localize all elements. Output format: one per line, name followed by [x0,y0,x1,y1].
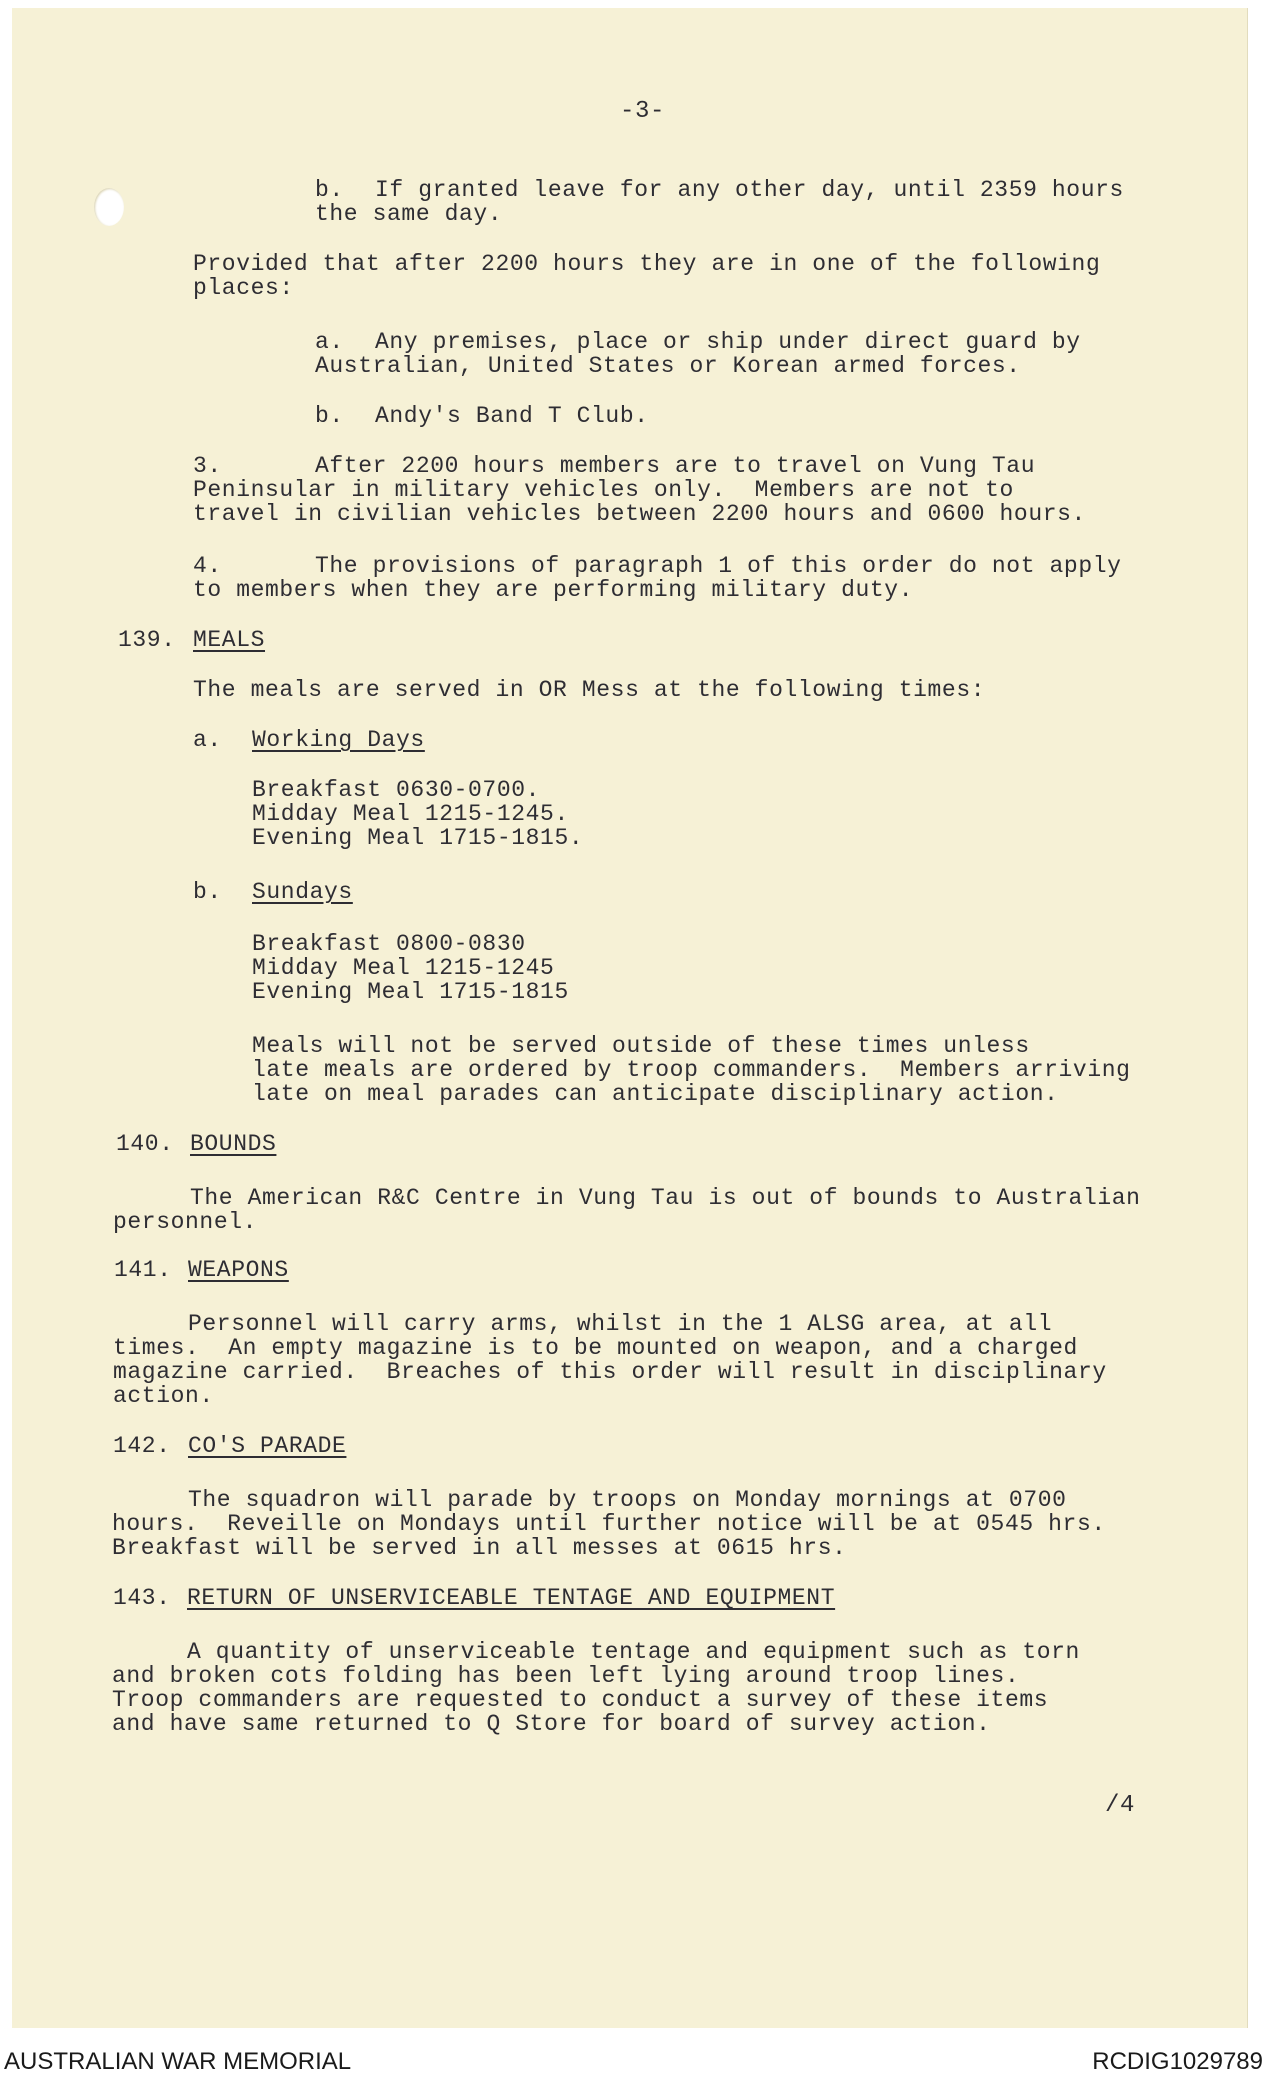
section-139-heading: MEALS [193,627,266,653]
item-b-label: b. [315,177,344,203]
place-b-text: Andy's Band T Club. [375,403,649,429]
section-142-heading: CO'S PARADE [188,1433,347,1459]
place-a-label: a. [315,329,344,355]
meals-intro: The meals are served in OR Mess at the following times: [193,677,986,703]
tentage-line4: and have same returned to Q Store for board of survey action. [112,1711,991,1737]
para4-line1: The provisions of paragraph 1 of this order do not apply [315,553,1122,579]
section-142-number: 142. [113,1433,171,1459]
meals-note-line1: Meals will not be served outside of these times unless [252,1033,1030,1059]
tentage-line1: A quantity of unserviceable tentage and equipment such as torn [187,1639,1080,1665]
section-143-heading: RETURN OF UNSERVICEABLE TENTAGE AND EQUIPMENT [187,1585,836,1611]
tentage-line3: Troop commanders are requested to conduct a survey of these items [112,1687,1049,1713]
section-140-number: 140. [116,1131,174,1157]
bounds-line2: personnel. [113,1209,258,1235]
para4-number: 4. [193,553,222,579]
meals-a-line3: Evening Meal 1715-1815. [252,825,584,851]
section-141-number: 141. [114,1257,172,1283]
item-b-line1: If granted leave for any other day, until 2359 hours [375,177,1124,203]
parade-line1: The squadron will parade by troops on Monday mornings at 0700 [188,1487,1067,1513]
provided-line1: Provided that after 2200 hours they are in one of the following [193,251,1101,277]
meals-note-line2: late meals are ordered by troop commanders. Members arriving [252,1057,1131,1083]
meals-b-line2: Midday Meal 1215-1245 [252,955,555,981]
para3-number: 3. [193,453,222,479]
section-143-number: 143. [113,1585,171,1611]
meals-note-line3: late on meal parades can anticipate disciplinary action. [252,1081,1059,1107]
para3-line1: After 2200 hours members are to travel on Vung Tau [315,453,1036,479]
footer-archive-name: AUSTRALIAN WAR MEMORIAL [4,2048,352,2075]
meals-a-line1: Breakfast 0630-0700. [252,777,541,803]
section-141-heading: WEAPONS [188,1257,289,1283]
meals-b-label: b. [193,879,222,905]
page-number: -3- [620,98,666,125]
meals-b-heading: Sundays [252,879,353,905]
continuation-marker: /4 [1105,1792,1136,1819]
weapons-line4: action. [113,1383,214,1409]
place-a-line2: Australian, United States or Korean armed forces. [315,353,1021,379]
weapons-line2: times. An empty magazine is to be mounted on weapon, and a charged [113,1335,1078,1361]
section-140-heading: BOUNDS [190,1131,277,1157]
section-139-number: 139. [118,627,176,653]
tentage-line2: and broken cots folding has been left lying around troop lines. [112,1663,1020,1689]
parade-line2: hours. Reveille on Mondays until further notice will be at 0545 hrs. [112,1511,1106,1537]
place-b-label: b. [315,403,344,429]
para3-line2: Peninsular in military vehicles only. Members are not to [193,477,1014,503]
bounds-line1: The American R&C Centre in Vung Tau is out of bounds to Australian [190,1185,1141,1211]
meals-b-line3: Evening Meal 1715-1815 [252,979,569,1005]
place-a-line1: Any premises, place or ship under direct guard by [375,329,1081,355]
meals-a-heading: Working Days [252,727,425,753]
para4-line2: to members when they are performing military duty. [193,577,914,603]
meals-a-line2: Midday Meal 1215-1245. [252,801,569,827]
parade-line3: Breakfast will be served in all messes at 0615 hrs. [112,1535,847,1561]
weapons-line1: Personnel will carry arms, whilst in the 1 ALSG area, at all [188,1311,1053,1337]
item-b-line2: the same day. [315,201,503,227]
para3-line3: travel in civilian vehicles between 2200 hours and 0600 hours. [193,501,1086,527]
punch-hole [94,188,124,226]
weapons-line3: magazine carried. Breaches of this order will result in disciplinary [113,1359,1107,1385]
meals-a-label: a. [193,727,222,753]
meals-b-line1: Breakfast 0800-0830 [252,931,526,957]
provided-line2: places: [193,275,294,301]
footer-record-id: RCDIG1029789 [1092,2048,1263,2075]
